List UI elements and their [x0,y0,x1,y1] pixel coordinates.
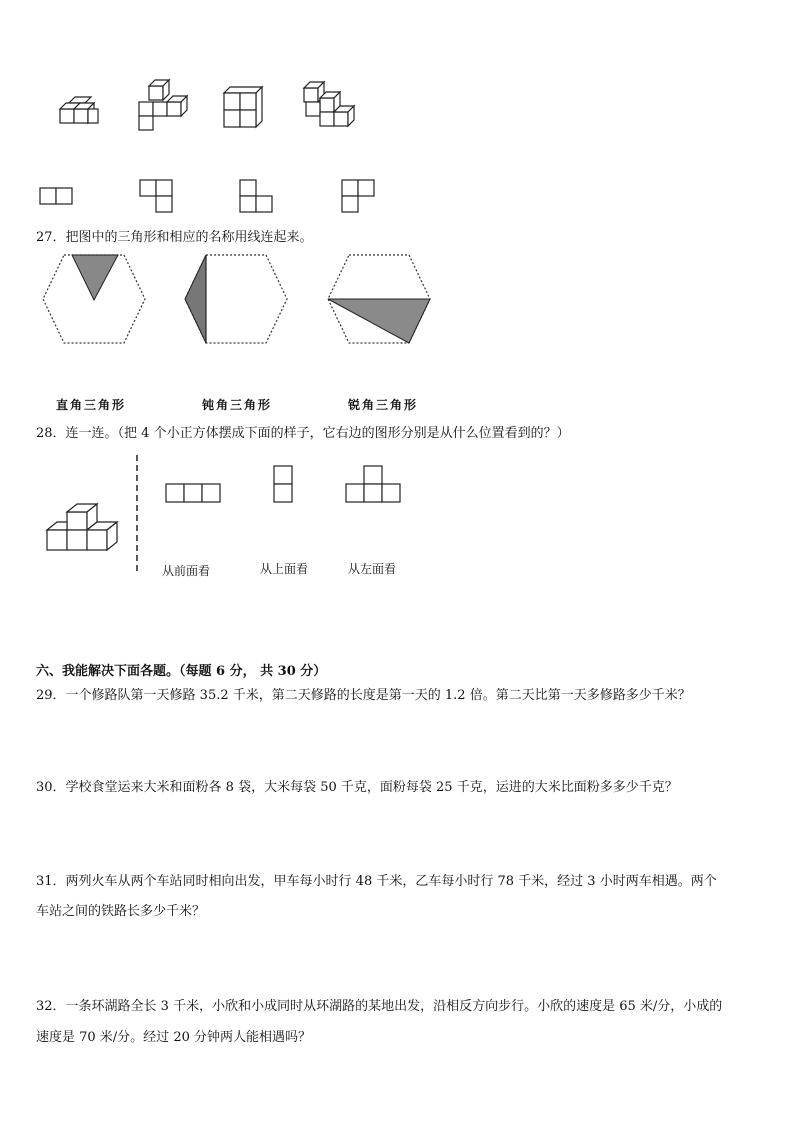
hexagon-figure-3 [327,254,431,344]
problem-32-line-2: 速度是 70 米/分。经过 20 分钟两人能相遇吗？ [36,1030,311,1045]
problem-31-line-2: 车站之间的铁路长多少千米？ [36,904,206,919]
view-front-shape [166,484,222,504]
cube-solid-4 [298,78,358,130]
question-28-text: 28．连一连。（把 4 个小正方体摆成下面的样子，它右边的图形分别是从什么位置看到的？） [36,426,570,441]
section-6-title: 六、我能解决下面各题。（每题 6 分， 共 30 分） [36,664,327,679]
view-shape-1 [40,188,80,208]
problem-32-line-1: 32．一条环湖路全长 3 千米，小欣和小成同时从环湖路的某地出发，沿相反方向步行。小欣的速度是 65 米/分，小成的 [36,999,723,1014]
view-shape-4 [342,180,382,216]
view-top-shape [274,466,296,506]
problem-29: 29．一个修路队第一天修路 35.2 千米，第二天修路的长度是第一天的 1.2 倍。第二天比第一天多修路多少千米？ [36,688,691,703]
view-shape-2 [140,180,180,216]
label-left-view: 从左面看 [348,562,397,576]
question-27-text: 27．把图中的三角形和相应的名称用线连起来。 [36,230,313,245]
hexagon-figure-1 [42,254,146,344]
view-left-shape [346,466,404,506]
label-right-triangle: 直角三角形 [56,398,127,412]
hexagon-figure-2 [184,254,288,344]
label-obtuse-triangle: 钝角三角形 [202,398,273,412]
view-shape-3 [240,180,280,216]
label-top-view: 从上面看 [260,562,309,576]
cube-solid-2 [135,80,190,132]
cube-solid-3 [220,85,270,130]
four-cube-solid [45,502,125,564]
label-front-view: 从前面看 [162,564,211,578]
problem-30: 30．学校食堂运来大米和面粉各 8 袋，大米每袋 50 千克，面粉每袋 25 千克，运进的大米比面粉多多少千克？ [36,780,678,795]
dashed-divider [135,455,139,577]
problem-31-line-1: 31．两列火车从两个车站同时相向出发，甲车每小时行 48 千米，乙车每小时行 78 千米，经过 3 小时两车相遇。两个 [36,874,717,889]
label-acute-triangle: 锐角三角形 [348,398,419,412]
cube-solid-1 [55,95,105,135]
